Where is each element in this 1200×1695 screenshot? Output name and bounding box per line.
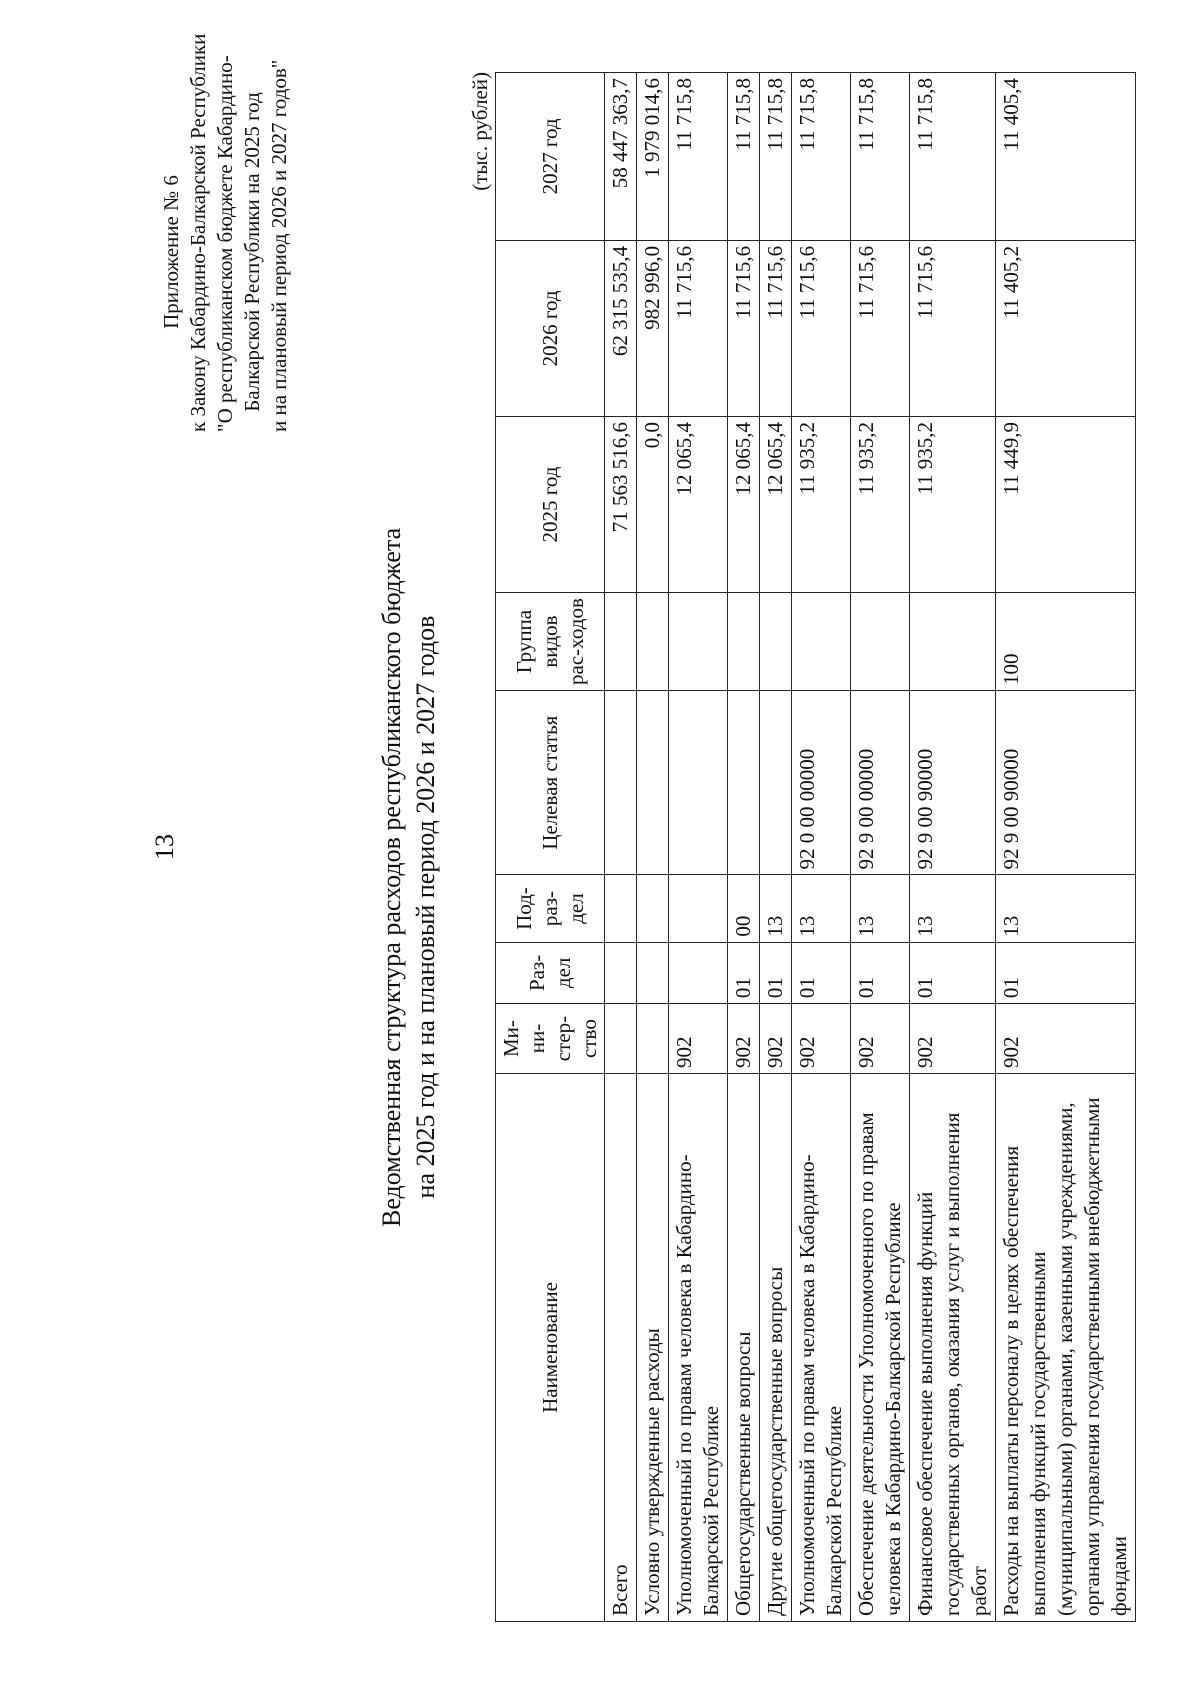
cell-group bbox=[728, 593, 760, 691]
cell-subsection: 13 bbox=[910, 875, 996, 942]
cell-2027: 11 715,8 bbox=[792, 73, 851, 241]
cell-subsection bbox=[669, 875, 728, 942]
cell-target bbox=[760, 690, 792, 875]
cell-2026: 982 996,0 bbox=[637, 240, 669, 416]
cell-target bbox=[637, 690, 669, 875]
title-line-1: Ведомственная структура расходов республиканского бюджета bbox=[377, 527, 406, 1227]
cell-group: 100 bbox=[996, 593, 1136, 691]
cell-2027: 11 715,8 bbox=[851, 73, 910, 241]
cell-2025: 0,0 bbox=[637, 416, 669, 592]
header-ministry: Ми-ни-стер-ство bbox=[496, 1004, 605, 1074]
cell-2027: 11 715,8 bbox=[760, 73, 792, 241]
cell-2027: 58 447 363,7 bbox=[605, 73, 637, 241]
cell-2025: 11 935,2 bbox=[851, 416, 910, 592]
cell-subsection: 13 bbox=[792, 875, 851, 942]
units-label: (тыс. рублей) bbox=[468, 72, 492, 191]
cell-name: Расходы на выплаты персоналу в целях обеспечения выполнения функций государственными (муниципальными) органами, казенными учреждениями, органами управления государственными внебюджетными фондами bbox=[996, 1073, 1136, 1621]
cell-group bbox=[637, 593, 669, 691]
cell-ministry: 902 bbox=[851, 1004, 910, 1074]
cell-name: Уполномоченный по правам человека в Кабардино-Балкарской Республике bbox=[669, 1073, 728, 1621]
annex-line: "О республиканском бюджете Кабардино- bbox=[213, 55, 237, 432]
header-section: Раз-дел bbox=[496, 942, 605, 1004]
table-row bbox=[910, 73, 996, 1622]
cell-2026: 11 715,6 bbox=[760, 240, 792, 416]
header-subsection: Под-раз-дел bbox=[496, 875, 605, 942]
cell-section: 01 bbox=[996, 942, 1136, 1004]
page-number: 13 bbox=[150, 834, 179, 860]
header-target: Целевая статья bbox=[496, 690, 605, 875]
table-row bbox=[760, 73, 792, 1622]
cell-2026: 11 715,6 bbox=[910, 240, 996, 416]
cell-subsection bbox=[605, 875, 637, 942]
table-row bbox=[605, 73, 637, 1622]
cell-name: Другие общегосударственные вопросы bbox=[760, 1073, 792, 1621]
annex-line: Приложение № 6 bbox=[159, 175, 183, 329]
cell-ministry bbox=[605, 1004, 637, 1074]
cell-section bbox=[669, 942, 728, 1004]
cell-2025: 71 563 516,6 bbox=[605, 416, 637, 592]
cell-2025: 12 065,4 bbox=[728, 416, 760, 592]
cell-2025: 12 065,4 bbox=[669, 416, 728, 592]
cell-target: 92 9 00 00000 bbox=[851, 690, 910, 875]
table-row bbox=[996, 73, 1136, 1622]
cell-subsection: 00 bbox=[728, 875, 760, 942]
cell-subsection: 13 bbox=[760, 875, 792, 942]
annex-line: Балкарской Республики на 2025 год bbox=[240, 92, 264, 412]
cell-ministry: 902 bbox=[996, 1004, 1136, 1074]
table-row bbox=[851, 73, 910, 1622]
cell-section: 01 bbox=[851, 942, 910, 1004]
cell-subsection: 13 bbox=[851, 875, 910, 942]
rotated-page bbox=[70, 33, 1131, 1622]
cell-target bbox=[605, 690, 637, 875]
cell-name: Общегосударственные вопросы bbox=[728, 1073, 760, 1621]
cell-target: 92 9 00 90000 bbox=[910, 690, 996, 875]
cell-2025: 12 065,4 bbox=[760, 416, 792, 592]
cell-name: Всего bbox=[605, 1073, 637, 1621]
cell-ministry: 902 bbox=[669, 1004, 728, 1074]
cell-2025: 11 935,2 bbox=[792, 416, 851, 592]
header-row bbox=[496, 73, 605, 1622]
cell-ministry: 902 bbox=[760, 1004, 792, 1074]
cell-ministry bbox=[637, 1004, 669, 1074]
cell-subsection: 13 bbox=[996, 875, 1136, 942]
cell-section: 01 bbox=[792, 942, 851, 1004]
cell-name: Уполномоченный по правам человека в Кабардино-Балкарской Республике bbox=[792, 1073, 851, 1621]
cell-2026: 11 715,6 bbox=[669, 240, 728, 416]
budget-table bbox=[495, 72, 1136, 1622]
cell-2027: 11 715,8 bbox=[910, 73, 996, 241]
table-row bbox=[792, 73, 851, 1622]
header-name: Наименование bbox=[496, 1073, 605, 1621]
cell-group bbox=[669, 593, 728, 691]
header-2025: 2025 год bbox=[496, 416, 605, 592]
document-title bbox=[375, 527, 443, 1227]
cell-2025: 11 449,9 bbox=[996, 416, 1136, 592]
cell-ministry: 902 bbox=[728, 1004, 760, 1074]
cell-section bbox=[637, 942, 669, 1004]
cell-group bbox=[851, 593, 910, 691]
cell-2026: 11 715,6 bbox=[851, 240, 910, 416]
cell-subsection bbox=[637, 875, 669, 942]
cell-group bbox=[605, 593, 637, 691]
table-row bbox=[637, 73, 669, 1622]
cell-ministry: 902 bbox=[792, 1004, 851, 1074]
cell-2027: 11 715,8 bbox=[669, 73, 728, 241]
cell-2026: 11 715,6 bbox=[792, 240, 851, 416]
table-row bbox=[728, 73, 760, 1622]
title-line-2: на 2025 год и на плановый период 2026 и 2027 годов bbox=[411, 615, 440, 1199]
cell-target bbox=[669, 690, 728, 875]
cell-section: 01 bbox=[728, 942, 760, 1004]
cell-2026: 11 405,2 bbox=[996, 240, 1136, 416]
cell-group bbox=[910, 593, 996, 691]
cell-ministry: 902 bbox=[910, 1004, 996, 1074]
cell-name: Обеспечение деятельности Уполномоченного по правам человека в Кабардино-Балкарской Республике bbox=[851, 1073, 910, 1621]
cell-2026: 62 315 535,4 bbox=[605, 240, 637, 416]
cell-name: Финансовое обеспечение выполнения функций государственных органов, оказания услуг и выполнения работ bbox=[910, 1073, 996, 1621]
cell-2027: 1 979 014,6 bbox=[637, 73, 669, 241]
header-2027: 2027 год bbox=[496, 73, 605, 241]
annex-line: и на плановый период 2026 и 2027 годов" bbox=[267, 59, 291, 432]
cell-target bbox=[728, 690, 760, 875]
annex-header bbox=[158, 33, 293, 432]
cell-group bbox=[792, 593, 851, 691]
cell-target: 92 0 00 00000 bbox=[792, 690, 851, 875]
cell-name: Условно утвержденные расходы bbox=[637, 1073, 669, 1621]
cell-group bbox=[760, 593, 792, 691]
cell-section: 01 bbox=[910, 942, 996, 1004]
cell-2026: 11 715,6 bbox=[728, 240, 760, 416]
cell-2027: 11 405,4 bbox=[996, 73, 1136, 241]
cell-2025: 11 935,2 bbox=[910, 416, 996, 592]
header-2026: 2026 год bbox=[496, 240, 605, 416]
table-row bbox=[669, 73, 728, 1622]
header-expense-group: Группа видов рас-ходов bbox=[496, 593, 605, 691]
cell-section: 01 bbox=[760, 942, 792, 1004]
annex-line: к Закону Кабардино-Балкарской Республики bbox=[186, 33, 210, 432]
cell-target: 92 9 00 90000 bbox=[996, 690, 1136, 875]
cell-section bbox=[605, 942, 637, 1004]
cell-2027: 11 715,8 bbox=[728, 73, 760, 241]
